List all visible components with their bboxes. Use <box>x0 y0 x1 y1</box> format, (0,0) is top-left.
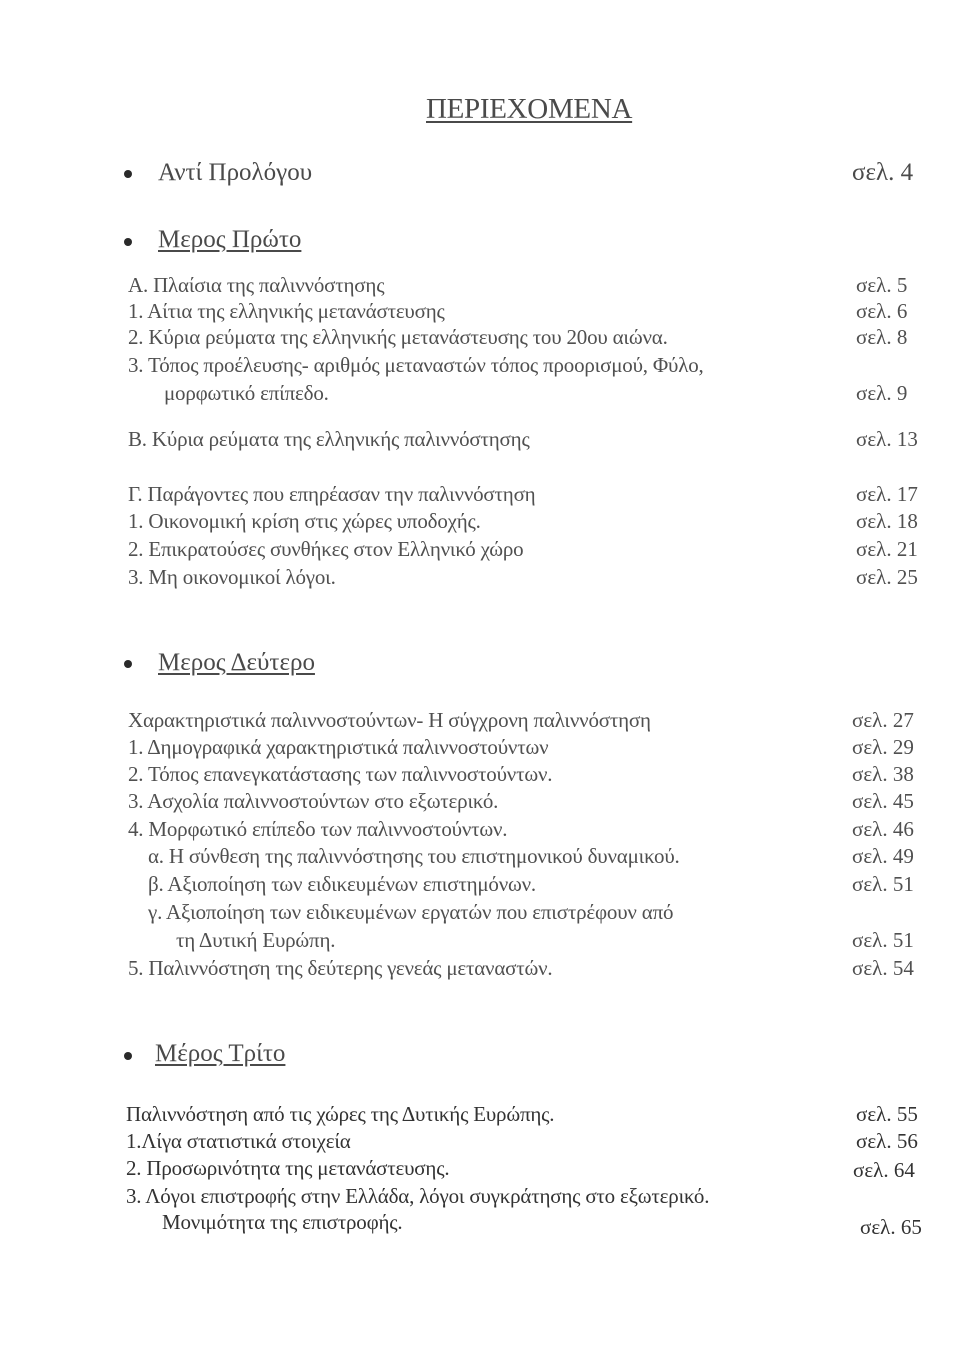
toc-entry: 2. Προσωρινότητα της μετανάστευσης. <box>126 1156 450 1180</box>
toc-page-number: σελ. 65 <box>860 1215 922 1239</box>
part2-heading: Μερος Δεύτερο <box>158 649 315 676</box>
toc-entry: 5. Παλιννόστηση της δεύτερης γενεάς μεταναστών. <box>128 956 553 980</box>
toc-page-number: σελ. 25 <box>856 565 918 589</box>
toc-page-number: σελ. 46 <box>852 817 914 841</box>
toc-entry: α. Η σύνθεση της παλιννόστησης του επιστημονικού δυναμικού. <box>148 844 680 868</box>
toc-page-number: σελ. 55 <box>856 1102 918 1126</box>
toc-page-number: σελ. 27 <box>852 708 914 732</box>
toc-entry: 1. Αίτια της ελληνικής μετανάστευσης <box>128 299 445 323</box>
toc-page-number: σελ. 45 <box>852 789 914 813</box>
toc-entry: β. Αξιοποίηση των ειδικευμένων επιστημόνων. <box>148 872 536 896</box>
toc-page-number: σελ. 38 <box>852 762 914 786</box>
toc-entry: 1. Οικονομική κρίση στις χώρες υποδοχής. <box>128 509 481 533</box>
bullet-icon <box>124 170 132 178</box>
toc-entry-continued: τη Δυτική Ευρώπη. <box>176 928 336 952</box>
intro-page: σελ. 4 <box>852 159 914 186</box>
intro-label: Αντί Προλόγου <box>158 159 313 186</box>
toc-page-number: σελ. 13 <box>856 427 918 451</box>
toc-entry: Παλιννόστηση από τις χώρες της Δυτικής Ευρώπης. <box>126 1102 555 1126</box>
toc-page-number: σελ. 21 <box>856 537 918 561</box>
part3-heading: Μέρος Τρίτο <box>155 1040 286 1067</box>
toc-entry-continued: Μονιμότητα της επιστροφής. <box>162 1210 403 1234</box>
part1-heading: Μερος Πρώτο <box>158 226 302 253</box>
toc-entry: 2. Κύρια ρεύματα της ελληνικής μετανάστευσης του 20ου αιώνα. <box>128 325 668 349</box>
toc-entry-continued: μορφωτικό επίπεδο. <box>164 381 329 405</box>
toc-entry: 3. Ασχολία παλιννοστούντων στο εξωτερικό. <box>128 789 499 813</box>
toc-page-number: σελ. 49 <box>852 844 914 868</box>
toc-entry: Α. Πλαίσια της παλιννόστησης <box>128 273 385 297</box>
toc-entry: 4. Μορφωτικό επίπεδο των παλιννοστούντων. <box>128 817 508 841</box>
toc-page-number: σελ. 8 <box>856 325 908 349</box>
bullet-icon <box>124 1052 132 1060</box>
bullet-icon <box>124 660 132 668</box>
toc-page-number: σελ. 29 <box>852 735 914 759</box>
page-title: ΠΕΡΙΕΧΟΜΕΝΑ <box>426 93 633 125</box>
toc-page-number: σελ. 64 <box>853 1158 915 1182</box>
toc-entry: Β. Κύρια ρεύματα της ελληνικής παλιννόστησης <box>128 427 530 451</box>
toc-entry: 2. Τόπος επανεγκατάστασης των παλιννοστούντων. <box>128 762 553 786</box>
toc-page-number: σελ. 56 <box>856 1129 918 1153</box>
toc-entry: 3. Μη οικονομικοί λόγοι. <box>128 565 336 589</box>
toc-entry: 1.Λίγα στατιστικά στοιχεία <box>126 1129 351 1153</box>
toc-page-number: σελ. 54 <box>852 956 914 980</box>
toc-page-number: σελ. 5 <box>856 273 908 297</box>
toc-entry: 3. Τόπος προέλευσης- αριθμός μεταναστών τόπος προορισμού, Φύλο, <box>128 353 704 377</box>
toc-page-number: σελ. 6 <box>856 299 908 323</box>
toc-page-number: σελ. 18 <box>856 509 918 533</box>
toc-entry: 2. Επικρατούσες συνθήκες στον Ελληνικό χώρο <box>128 537 524 561</box>
toc-page-number: σελ. 51 <box>852 928 914 952</box>
toc-page-number: σελ. 9 <box>856 381 908 405</box>
toc-page-number: σελ. 51 <box>852 872 914 896</box>
toc-entry: 3. Λόγοι επιστροφής στην Ελλάδα, λόγοι συγκράτησης στο εξωτερικό. <box>126 1184 710 1208</box>
bullet-icon <box>124 238 132 246</box>
toc-entry: γ. Αξιοποίηση των ειδικευμένων εργατών που επιστρέφουν από <box>148 900 674 924</box>
toc-entry: 1. Δημογραφικά χαρακτηριστικά παλιννοστούντων <box>128 735 549 759</box>
toc-page-number: σελ. 17 <box>856 482 918 506</box>
toc-entry: Γ. Παράγοντες που επηρέασαν την παλιννόστηση <box>128 482 536 506</box>
toc-entry: Χαρακτηριστικά παλιννοστούντων- Η σύγχρονη παλιννόστηση <box>128 708 651 732</box>
